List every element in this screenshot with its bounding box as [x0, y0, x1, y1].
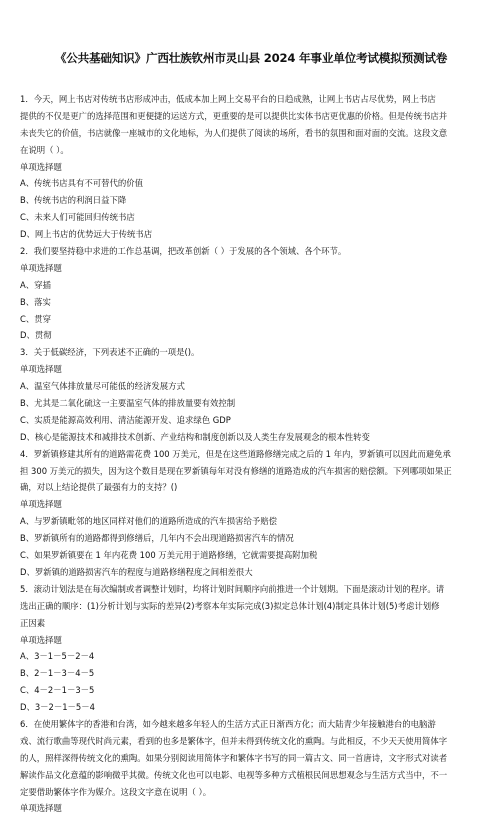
answer-option: C、贯穿 — [20, 313, 51, 324]
question-text-line: 戏、流行歌曲等现代时尚元素，看到的也多是繁体字，但并未得到传统文化的熏陶。与此相反，不少天天使用简体字 — [20, 735, 448, 746]
question-type-label: 单项选择题 — [20, 634, 62, 645]
answer-option: B、落实 — [20, 296, 51, 307]
answer-option: B、罗新镇所有的道路都得到修缮后，几年内不会出现道路损害汽车的情况 — [20, 533, 294, 544]
question-type-label: 单项选择题 — [20, 364, 62, 375]
question-content — [20, 91, 482, 817]
question-text-line: 正因素 — [20, 617, 46, 628]
answer-option: D、网上书店的优势远大于传统书店 — [20, 229, 153, 240]
answer-option: B、2－1－3－4－5 — [20, 668, 95, 679]
question-text-line: 3．关于低碳经济，下列表述不正确的一项是()。 — [20, 347, 200, 358]
question-type-label: 单项选择题 — [20, 499, 62, 510]
answer-option: C、未来人们可能回归传统书店 — [20, 212, 135, 223]
question-text-line: 5．滚动计划法是在每次编制或者调整计划时，均将计划时间顺序向前推进一个计划期。下面是滚动计划的程序。请 — [20, 583, 445, 594]
answer-option: D、核心是能源技术和减排技术创新、产业结构和制度创新以及人类生存发展观念的根本性转变 — [20, 431, 370, 442]
answer-option: D、贯彻 — [20, 330, 52, 341]
question-text-line: 确，对以上结论提供了最强有力的支持？() — [20, 482, 178, 493]
question-text-line: 选出正确的顺序：(1)分析计划与实际的差异(2)考察本年实际完成(3)拟定总体计划(4)制定具体计划(5)考虑计划修 — [20, 600, 440, 611]
question-type-label: 单项选择题 — [20, 161, 62, 172]
answer-option: C、如果罗新镇要在 1 年内花费 100 万美元用于道路修缮，它就需要提高附加税 — [20, 550, 318, 561]
answer-option: D、3－2－1－5－4 — [20, 702, 95, 713]
question-text-line: 未丧失它的价值，书店就像一座城市的文化地标，为人们提供了阅读的场所，看书的氛围和面对面的交流。这段文意 — [20, 127, 448, 138]
question-type-label: 单项选择题 — [20, 262, 62, 273]
question-text-line: 担 300 万美元的损失，因为这个数目是现在罗新镇每年对没有修缮的道路造成的汽车损害的赔偿额。下列哪项如果正 — [20, 465, 452, 476]
answer-option: B、尤其是二氧化硫这一主要温室气体的排放量要有效控制 — [20, 398, 236, 409]
answer-option: C、4－2－1－3－5 — [20, 685, 95, 696]
page-title: 《公共基础知识》广西壮族钦州市灵山县 2024 年事业单位考试模拟预测试卷 — [54, 51, 448, 65]
answer-option: A、3－1－5－2－4 — [20, 651, 95, 662]
question-text-line: 6．在使用繁体字的香港和台湾，如今越来越多年轻人的生活方式正日渐西方化；而大陆青少年接触港台的电脑游 — [20, 718, 436, 729]
question-text-line: 的人，照样深得传统文化的熏陶。如果分别阅读用简体字和繁体字书写的同一篇古文、同一首唐诗，文字形式对读者 — [20, 752, 448, 763]
answer-option: D、罗新镇的道路损害汽车的程度与道路修缮程度之间相差很大 — [20, 566, 253, 577]
answer-option: A、传统书店具有不可替代的价值 — [20, 178, 143, 189]
answer-option: A、温室气体排放量尽可能低的经济发展方式 — [20, 381, 185, 392]
answer-option: A、穿插 — [20, 279, 51, 290]
question-text-line: 解读作品文化意蕴的影响微乎其微。传统文化也可以电影、电视等多种方式植根民间思想观念与生活方式当中，不一 — [20, 769, 448, 780]
question-text-line: 1．今天，网上书店对传统书店形成冲击，低成本加上网上交易平台的日趋成熟，让网上书店占尽优势，网上书店 — [20, 94, 436, 104]
answer-option: C、实质是能源高效利用、清洁能源开发、追求绿色 GDP — [20, 414, 231, 425]
question-text-line: 4．罗新镇修建其所有的道路需花费 100 万美元，但是在这些道路修缮完成之后的 1 年内，罗新镇可以因此而避免承 — [20, 448, 451, 459]
question-text-line: 定要借助繁体字作为媒介。这段文字意在说明（ ）。 — [20, 786, 212, 797]
question-text-line: 2．我们要坚持稳中求进的工作总基调，把改革创新（ ）于发展的各个领域、各个环节。 — [20, 246, 347, 257]
answer-option: B、传统书店的利润日益下降 — [20, 195, 127, 206]
question-text-line: 提供的不仅是更广的选择范围和更便捷的运送方式，更重要的是可以提供比实体书店更优惠的价格。但是传统书店并 — [20, 110, 448, 121]
answer-option: A、与罗新镇毗邻的地区同样对他们的道路所造成的汽车损害给予赔偿 — [20, 516, 277, 527]
question-type-label: 单项选择题 — [20, 803, 62, 814]
question-text-line: 在说明（ ）。 — [20, 144, 69, 155]
